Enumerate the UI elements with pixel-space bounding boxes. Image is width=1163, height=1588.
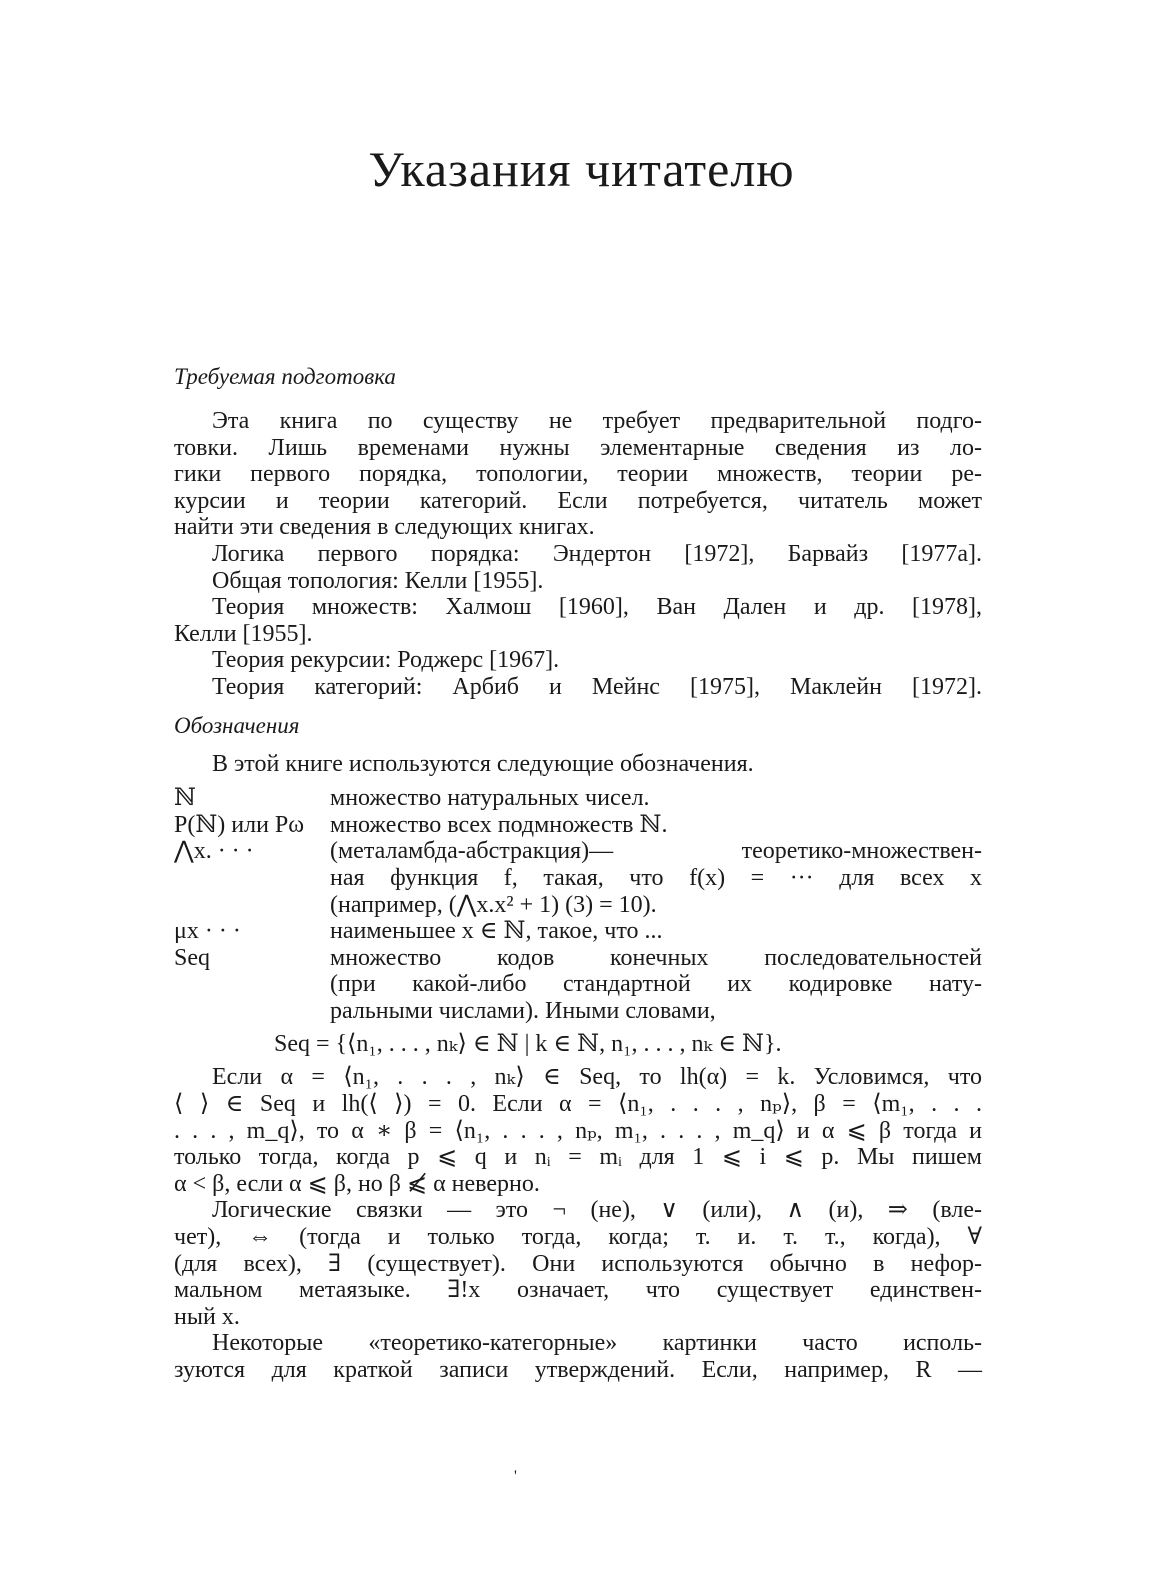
notation-intro: В этой книге используются следующие обозначения.: [212, 750, 754, 777]
notation-symbol: μx · · ·: [174, 918, 241, 945]
notation-symbol: Seq: [174, 944, 210, 971]
notation-definition: множество всех подмножеств ℕ.: [330, 811, 668, 838]
text-line: (для всех), ∃ (существует). Они используются обычно в нефор-: [174, 1250, 982, 1277]
page-body: [174, 360, 982, 1384]
text-line: ⟨ ⟩ ∈ Seq и lh(⟨ ⟩) = 0. Если α = ⟨n₁, . . . , nₚ⟩, β = ⟨m₁, . . .: [174, 1091, 982, 1118]
notation-symbol: P(ℕ) или Pω: [174, 811, 305, 838]
text-line: . . . , m_q⟩, то α ∗ β = ⟨n₁, . . . , nₚ, m₁, . . . , m_q⟩ и α ⩽ β тогда и: [174, 1117, 982, 1144]
text-line: Эта книга по существу не требует предварительной подго-: [212, 408, 982, 434]
reference-line: Теория категорий: Арбиб и Мейнс [1975], Маклейн [1972].: [212, 673, 982, 700]
notation-definition: ная функция f, такая, что f(x) = ··· для всех x: [330, 864, 982, 891]
notation-row: [174, 945, 982, 972]
footer-mark: ': [514, 1468, 517, 1485]
notation-row: [174, 785, 982, 812]
text-line: ный x.: [174, 1303, 240, 1330]
text-line: мальном метаязыке. ∃!x означает, что существует единствен-: [174, 1277, 982, 1304]
notation-row: [174, 998, 982, 1025]
reference-line: Келли [1955].: [174, 620, 313, 647]
notation-definition: множество кодов конечных последовательностей: [330, 944, 982, 971]
text-line: зуются для краткой записи утверждений. Если, например, R —: [174, 1357, 982, 1383]
text-line: Если α = ⟨n₁, . . . , nₖ⟩ ∈ Seq, то lh(α) = k. Условимся, что: [212, 1064, 982, 1091]
text-line: Логические связки — это ¬ (не), ∨ (или), ∧ (и), ⇒ (вле-: [212, 1197, 982, 1224]
text-line: найти эти сведения в следующих книгах.: [174, 514, 595, 541]
section-heading-prep: Требуемая подготовка: [174, 364, 396, 389]
notation-definition: наименьшее x ∈ ℕ, такое, что ...: [330, 918, 663, 945]
notation-definition: (при какой-либо стандартной их кодировке нату-: [330, 971, 982, 998]
notation-row: [174, 838, 982, 865]
notation-symbol: ⋀x. · · ·: [174, 838, 254, 865]
reference-line: Логика первого порядка: Эндертон [1972], Барвайз [1977a].: [212, 540, 982, 567]
notation-row: [174, 812, 982, 839]
text-line: курсии и теории категорий. Если потребуется, читатель может: [174, 487, 982, 514]
reference-line: Теория множеств: Халмош [1960], Ван Дален и др. [1978],: [212, 594, 982, 621]
text-line: α < β, если α ⩽ β, но β ⩽̸ α неверно.: [174, 1170, 540, 1197]
seq-formula: Seq = {⟨n₁, . . . , nₖ⟩ ∈ ℕ | k ∈ ℕ, n₁, . . . , nₖ ∈ ℕ}.: [274, 1031, 782, 1058]
text-line: Некоторые «теоретико-категорные» картинки часто исполь-: [212, 1330, 982, 1357]
notation-row: [174, 865, 982, 892]
reference-line: Теория рекурсии: Роджерс [1967].: [212, 647, 560, 674]
text-line: только тогда, когда p ⩽ q и nᵢ = mᵢ для 1 ⩽ i ⩽ p. Мы пишем: [174, 1144, 982, 1171]
notation-symbol: ℕ: [174, 785, 196, 812]
notation-row: [174, 918, 982, 945]
reference-line: Общая топология: Келли [1955].: [212, 567, 544, 594]
page-title: Указания читателю: [368, 141, 795, 197]
notation-definition: множество натуральных чисел.: [330, 785, 650, 812]
text-line: гики первого порядка, топологии, теории множеств, теории ре-: [174, 461, 982, 488]
notation-definition: ральными числами). Иными словами,: [330, 997, 716, 1024]
section-heading-notation: Обозначения: [174, 712, 300, 738]
text-line: чет), ⇔ (тогда и только тогда, когда; т. и. т. т., когда), ∀: [174, 1224, 982, 1251]
notation-definition: (металамбда-абстракция)— теоретико-множествен-: [330, 838, 982, 865]
notation-row: [174, 971, 982, 998]
notation-definition: (например, (⋀x.x² + 1) (3) = 10).: [330, 891, 657, 918]
notation-row: [174, 892, 982, 919]
text-line: товки. Лишь временами нужны элементарные сведения из ло-: [174, 434, 982, 461]
